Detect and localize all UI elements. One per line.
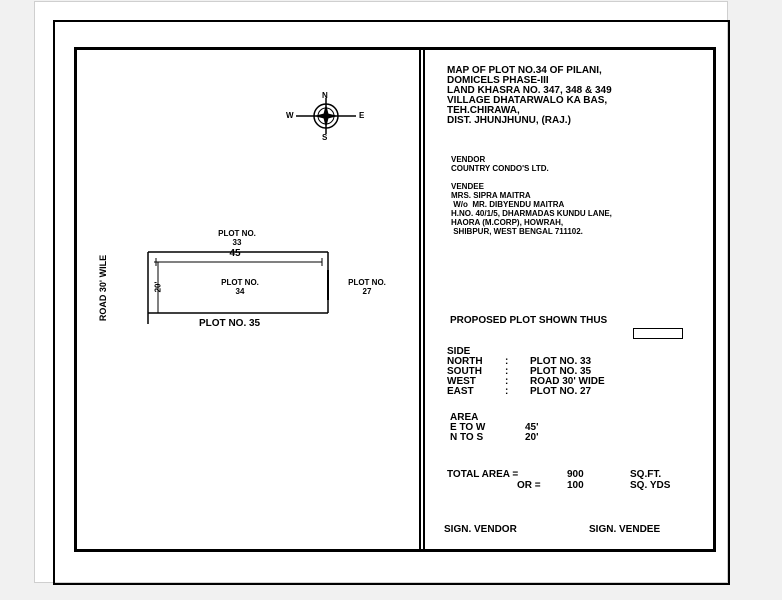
legend-swatch	[633, 328, 683, 339]
area-label: N TO S	[450, 432, 484, 443]
sides-heading: SIDE	[447, 346, 471, 357]
height-dimension-label: 20'	[153, 281, 163, 293]
side-direction: NORTH	[447, 356, 483, 367]
vendee-heading: VENDEE	[451, 182, 484, 191]
compass-icon	[296, 98, 356, 134]
compass-e-label: E	[359, 111, 365, 120]
total-area-or-value: 100	[567, 480, 584, 491]
compass-w-label: W	[286, 111, 294, 120]
south-plot-label: PLOT NO. 35	[199, 318, 261, 329]
title-line: DOMICELS PHASE-III	[447, 75, 549, 86]
legend-label: PROPOSED PLOT SHOWN THUS	[450, 315, 608, 326]
side-direction: WEST	[447, 376, 476, 387]
title-line: DIST. JHUNJHUNU, (RAJ.)	[447, 115, 571, 126]
vendor-signature-label: SIGN. VENDOR	[444, 524, 517, 535]
area-label: E TO W	[450, 422, 486, 433]
total-area-label: TOTAL AREA =	[447, 469, 519, 480]
side-direction: EAST	[447, 386, 474, 397]
width-dimension-label: 45	[229, 248, 241, 259]
side-value: PLOT NO. 33	[530, 356, 592, 367]
area-value: 20'	[525, 432, 539, 443]
vendee-line: H.NO. 40/1/5, DHARMADAS KUNDU LANE,	[451, 209, 612, 218]
side-separator: :	[505, 356, 509, 367]
side-separator: :	[505, 386, 509, 397]
north-plot-label: PLOT NO. 33	[218, 229, 256, 247]
vendor-heading: VENDOR	[451, 155, 486, 164]
east-plot-label: PLOT NO. 27	[348, 278, 386, 296]
title-line: TEH.CHIRAWA,	[447, 105, 520, 116]
vendee-signature-label: SIGN. VENDEE	[589, 524, 661, 535]
total-area-value: 900	[567, 469, 584, 480]
total-area-or-unit: SQ. YDS	[630, 480, 671, 491]
vendee-line: HAORA (M.CORP), HOWRAH,	[451, 218, 564, 227]
total-area-unit: SQ.FT.	[630, 469, 662, 480]
area-value: 45'	[525, 422, 539, 433]
vendee-line: MRS. SIPRA MAITRA	[451, 191, 531, 200]
compass-s-label: S	[322, 133, 328, 142]
vendor-name: COUNTRY CONDO'S LTD.	[451, 164, 549, 173]
title-line: MAP OF PLOT NO.34 OF PILANI,	[447, 65, 602, 76]
side-value: PLOT NO. 35	[530, 366, 592, 377]
side-direction: SOUTH	[447, 366, 482, 377]
side-separator: :	[505, 376, 509, 387]
title-line: VILLAGE DHATARWALO KA BAS,	[447, 95, 608, 106]
compass-n-label: N	[322, 91, 328, 100]
road-label: ROAD 30' WILE	[98, 254, 108, 322]
vendee-line: W/o MR. DIBYENDU MAITRA	[451, 200, 565, 209]
total-area-or-label: OR =	[517, 480, 541, 491]
side-value: PLOT NO. 27	[530, 386, 592, 397]
side-value: ROAD 30' WIDE	[530, 376, 605, 387]
center-plot-label: PLOT NO. 34	[221, 278, 259, 296]
side-separator: :	[505, 366, 509, 377]
vendee-line: SHIBPUR, WEST BENGAL 711102.	[451, 227, 583, 236]
area-heading: AREA	[450, 412, 479, 423]
title-line: LAND KHASRA NO. 347, 348 & 349	[447, 85, 612, 96]
